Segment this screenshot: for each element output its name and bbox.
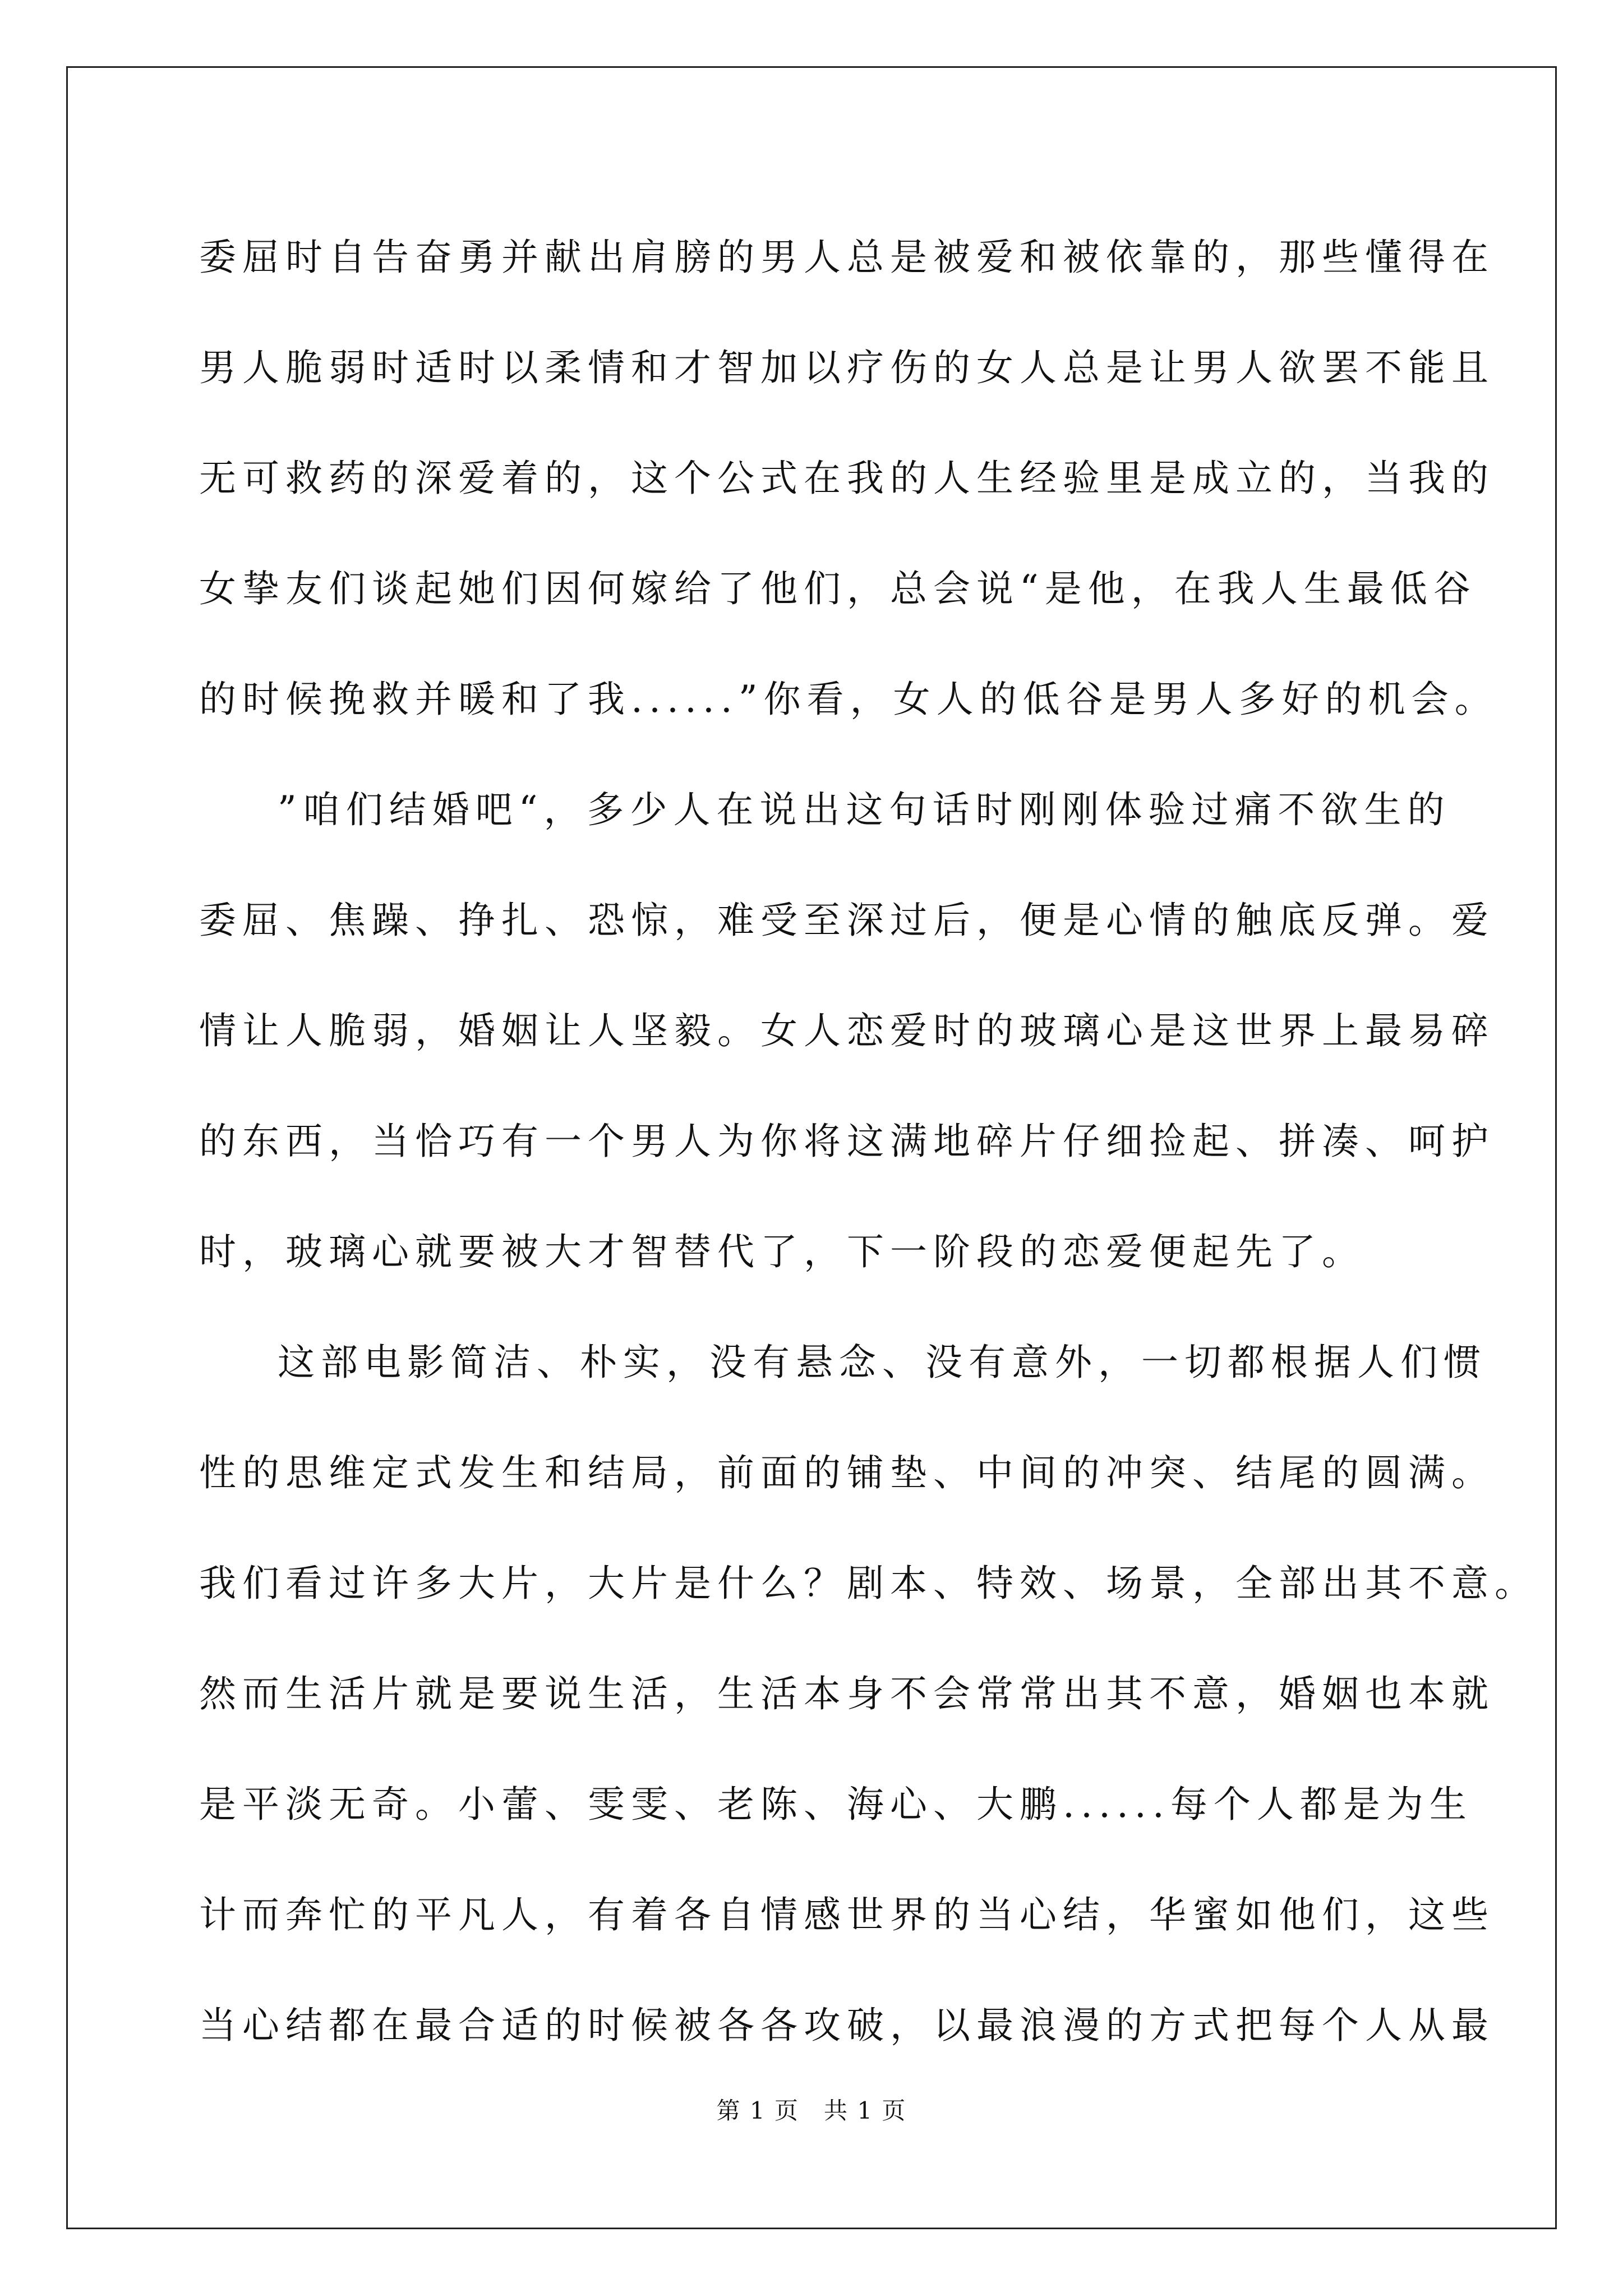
text-line: 时，玻璃心就要被大才智替代了，下一阶段的恋爱便起先了。 <box>199 1230 1365 1273</box>
text-line: 情让人脆弱，婚姻让人坚毅。女人恋爱时的玻璃心是这世界上最易碎 <box>199 1009 1495 1052</box>
text-line: 无可救药的深爱着的，这个公式在我的人生经验里是成立的，当我的 <box>199 457 1495 500</box>
text-line: 是平淡无奇。小蕾、雯雯、老陈、海心、大鹏......每个人都是为生 <box>199 1783 1473 1826</box>
text-line: 计而奔忙的平凡人，有着各自情感世界的当心结，华蜜如他们，这些 <box>199 1893 1495 1936</box>
paragraph-start-line: 这部电影简洁、朴实，没有悬念、没有意外，一切都根据人们惯 <box>278 1341 1487 1384</box>
text-line: 当心结都在最合适的时候被各各攻破，以最浪漫的方式把每个人从最 <box>199 2004 1495 2047</box>
text-line: 的时候挽救并暖和了我......”你看，女人的低谷是男人多好的机会。 <box>199 678 1498 721</box>
text-line: 委屈时自告奋勇并献出肩膀的男人总是被爱和被依靠的，那些懂得在 <box>199 236 1495 279</box>
text-line: 的东西，当恰巧有一个男人为你将这满地碎片仔细捡起、拼凑、呵护 <box>199 1120 1495 1163</box>
text-line: 男人脆弱时适时以柔情和才智加以疗伤的女人总是让男人欲罢不能且 <box>199 346 1495 389</box>
text-line: 然而生活片就是要说生活，生活本身不会常常出其不意，婚姻也本就 <box>199 1672 1495 1715</box>
text-line: 女挚友们谈起她们因何嫁给了他们，总会说“是他，在我人生最低谷 <box>199 567 1477 610</box>
text-line: 我们看过许多大片，大片是什么？剧本、特效、场景，全部出其不意。 <box>199 1562 1538 1605</box>
document-body <box>199 202 1538 2081</box>
paragraph-start-line: ”咱们结婚吧“，多少人在说出这句话时刚刚体验过痛不欲生的 <box>278 788 1451 831</box>
page-footer: 第 1 页 共 1 页 <box>716 2097 907 2124</box>
text-line: 性的思维定式发生和结局，前面的铺垫、中间的冲突、结尾的圆满。 <box>199 1451 1495 1494</box>
text-line: 委屈、焦躁、挣扎、恐惊，难受至深过后，便是心情的触底反弹。爱 <box>199 899 1495 942</box>
